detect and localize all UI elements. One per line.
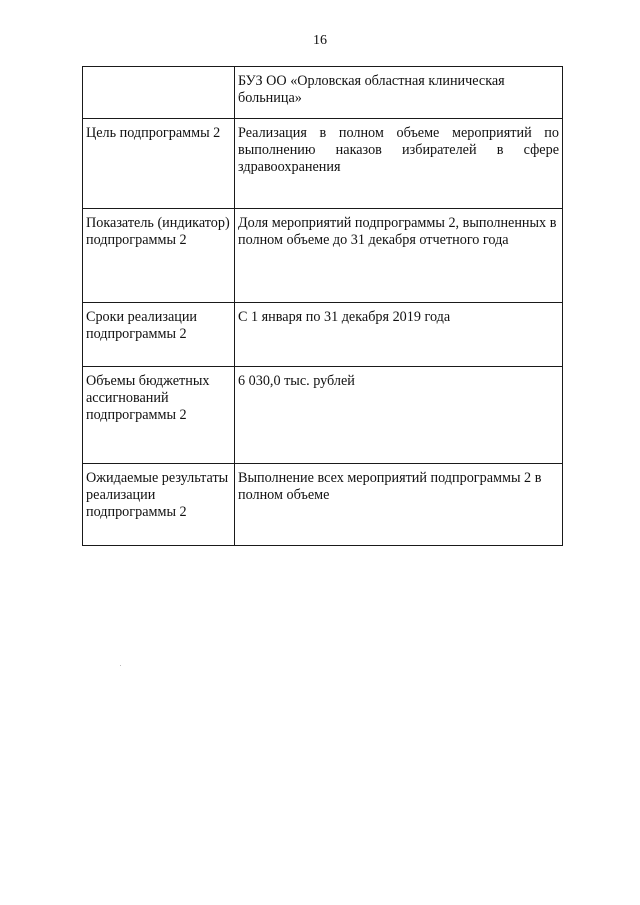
budget-value: 6 030,0 тыс. рублей [235, 367, 563, 464]
results-label: Ожидаемые результаты реализации подпрограммы 2 [83, 464, 235, 546]
table-row [83, 303, 563, 367]
results-value: Выполнение всех мероприятий подпрограммы 2 в полном объеме [235, 464, 563, 546]
table-row [83, 464, 563, 546]
table-row [83, 67, 563, 119]
goal-value: Реализация в полном объеме мероприятий по выполнению наказов избирателей в сфере здравоохранения [235, 119, 563, 209]
indicator-label: Показатель (индикатор) подпрограммы 2 [83, 209, 235, 303]
indicator-value: Доля мероприятий подпрограммы 2, выполненных в полном объеме до 31 декабря отчетного года [235, 209, 563, 303]
scan-speck [120, 665, 121, 666]
goal-label: Цель подпрограммы 2 [83, 119, 235, 209]
table-row [83, 209, 563, 303]
terms-label: Сроки реализации подпрограммы 2 [83, 303, 235, 367]
budget-label: Объемы бюджетных ассигнований подпрограммы 2 [83, 367, 235, 464]
executor-value: БУЗ ОО «Орловская областная клиническая больница» [235, 67, 563, 119]
page-number: 16 [313, 33, 327, 48]
table-row [83, 119, 563, 209]
terms-value: С 1 января по 31 декабря 2019 года [235, 303, 563, 367]
row-label-empty [83, 67, 235, 119]
subprogram-passport-table [82, 66, 563, 546]
table-row [83, 367, 563, 464]
